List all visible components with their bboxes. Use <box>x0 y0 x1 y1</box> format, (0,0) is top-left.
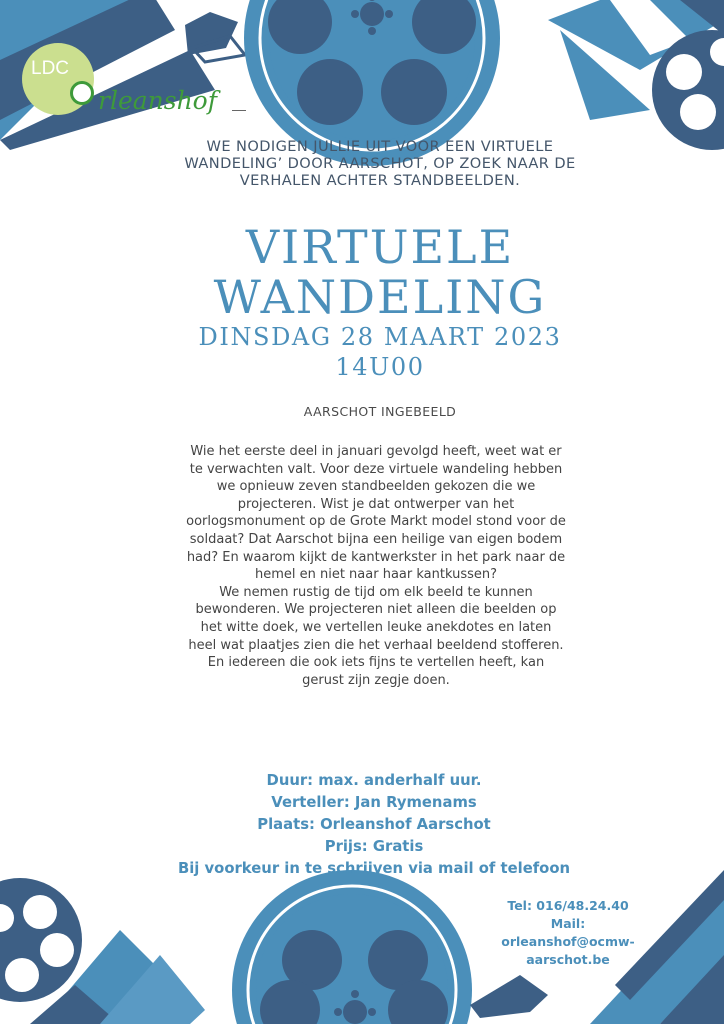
contact-email-line-2: aarschot.be <box>526 952 610 967</box>
page-title <box>110 222 650 322</box>
detail-duration: Duur: max. anderhalf uur. <box>266 772 482 789</box>
subtitle: AARSCHOT INGEBEELD <box>303 404 457 419</box>
event-date-time: 14U00 <box>335 353 425 381</box>
film-reel-icon <box>0 878 82 1002</box>
ldc-orleanshof-logo <box>18 38 248 128</box>
invitation-text: WE NODIGEN JULLIE UIT VOOR EEN VIRTUELE WANDELING’ DOOR AARSCHOT, OP ZOEK NAAR DE VERHALEN ACHTER STANDBEELDEN. <box>184 138 576 189</box>
event-date <box>110 322 650 382</box>
event-details <box>110 770 638 880</box>
title-line-1: VIRTUELE <box>245 220 515 274</box>
detail-registration: Bij voorkeur in te schrijven via mail of telefoon <box>177 860 571 877</box>
contact-email-line-1: orleanshof@ocmw- <box>501 934 635 949</box>
detail-narrator: Verteller: Jan Rymenams <box>271 794 477 811</box>
description-text: Wie het eerste deel in januari gevolgd heeft, weet wat er te verwachten valt. Voor deze virtuele wandeling hebben we opnieuw zeven standbeelden gekozen die we projecteren. Wist je dat ontwerper van het oorlogsmonument op de Grote Markt model stond voor de soldaat? Dat Aarschot bijna een heilige van eigen bodem had? En waarom kijkt de kantwerkster in het park naar de hemel en niet naar haar kantkussen? We nemen rustig de tijd om elk beeld te kunnen bewonderen. We projecteren niet alleen die beelden op het witte doek, we vertellen leuke anekdotes en laten heel wat plaatjes zien die het verhaal beeldend stofferen. En iedereen die ook iets fijns te vertellen heeft, kan gerust zijn zegje doen. <box>186 444 566 688</box>
contact-mail-label: Mail: <box>550 916 586 931</box>
event-date-day: DINSDAG 28 MAART 2023 <box>198 323 562 351</box>
detail-location: Plaats: Orleanshof Aarschot <box>257 816 491 833</box>
logo-ldc-text: LDC <box>31 58 70 79</box>
contact-info <box>488 897 648 969</box>
logo-o-ring <box>70 81 94 105</box>
logo-underline <box>232 110 246 111</box>
detail-price: Prijs: Gratis <box>324 838 424 855</box>
contact-phone: Tel: 016/48.24.40 <box>507 898 629 913</box>
title-line-2: WANDELING <box>213 270 547 324</box>
logo-name-text: rleanshof <box>98 86 217 115</box>
